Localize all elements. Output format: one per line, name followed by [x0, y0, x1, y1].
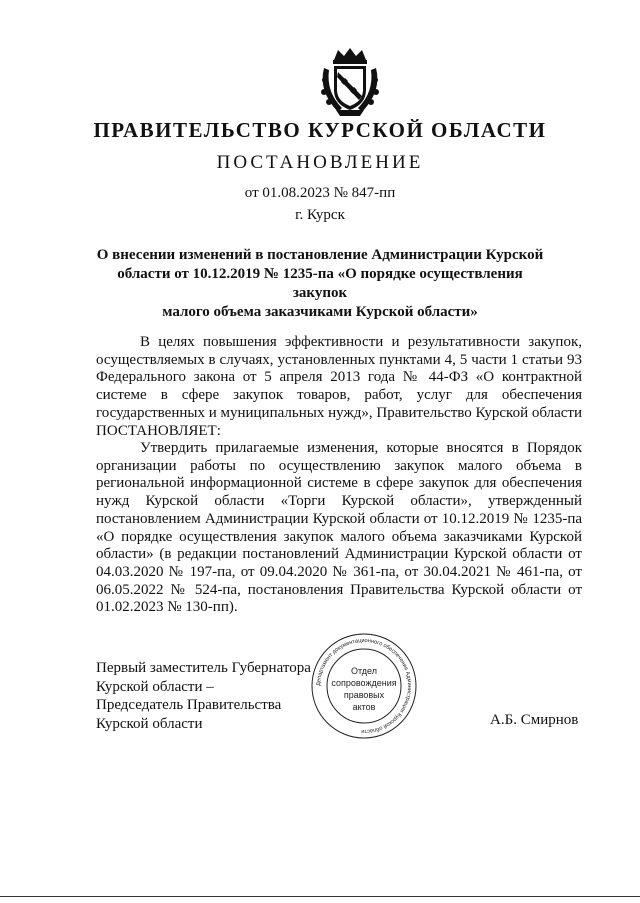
position-line: Курской области –	[96, 678, 214, 695]
position-line: Курской области	[96, 715, 203, 732]
stamp-ring-text: Департамент документационного обеспечения Администрации Курской области	[315, 637, 413, 735]
document-type: ПОСТАНОВЛЕНИЕ	[216, 152, 424, 173]
document-subject	[96, 246, 544, 322]
position-line: Первый заместитель Губернатора	[96, 660, 311, 676]
resolution-paragraph: Утвердить прилагаемые изменения, которые вносятся в Порядок организации работы по осуществлению закупок малого объема в региональной информационной системе в сфере закупок для обеспечения нужд Курской области «Торги Курской области», утвержденный постановлением Администрации Курской области от 10.12.2019 № 1235-па «О порядке осуществления закупок малого объема заказчиками Курской области» (в редакции постановлений Администрации Курской области от 04.03.2020 № 197-па, от 09.04.2020 № 361-па, от 30.04.2021 № 461-па, от 06.05.2022 № 524-па, постановления Правительства Курской области от 01.02.2023 № 130-пп).	[96, 440, 582, 616]
document-city: г. Курск	[295, 207, 345, 223]
stamp-line: актов	[352, 702, 376, 712]
subject-line: малого объема заказчиками Курской области»	[162, 304, 478, 320]
position-line: Председатель Правительства	[96, 697, 282, 713]
page-edge-line	[0, 896, 640, 897]
document-date-number: от 01.08.2023 № 847-пп	[244, 185, 396, 201]
stamp-line: правовых	[343, 690, 385, 700]
stamp-line: Отдел	[350, 666, 378, 676]
stamp-line: сопровождения	[331, 678, 397, 688]
subject-line: области от 10.12.2019 № 1235-па «О порядке осуществления закупок	[117, 266, 523, 301]
kursk-coat-of-arms-icon	[316, 46, 384, 118]
subject-line: О внесении изменений в постановление Администрации Курской	[96, 247, 544, 263]
signatory-name: А.Б. Смирнов	[490, 712, 579, 728]
stamp-center-text	[310, 665, 418, 713]
government-title: ПРАВИТЕЛЬСТВО КУРСКОЙ ОБЛАСТИ	[93, 118, 547, 142]
preamble-paragraph: В целях повышения эффективности и результативности закупок, осуществляемых в случаях, установленных пунктами 4, 5 части 1 статьи 93 Федерального закона от 5 апреля 2013 года № 44-ФЗ «О контрактной системе в сфере закупок товаров, работ, услуг для обеспечения государственных и муниципальных нужд», Правительство Курской области ПОСТАНОВЛЯЕТ:	[96, 334, 582, 439]
signatory-position	[96, 659, 326, 733]
